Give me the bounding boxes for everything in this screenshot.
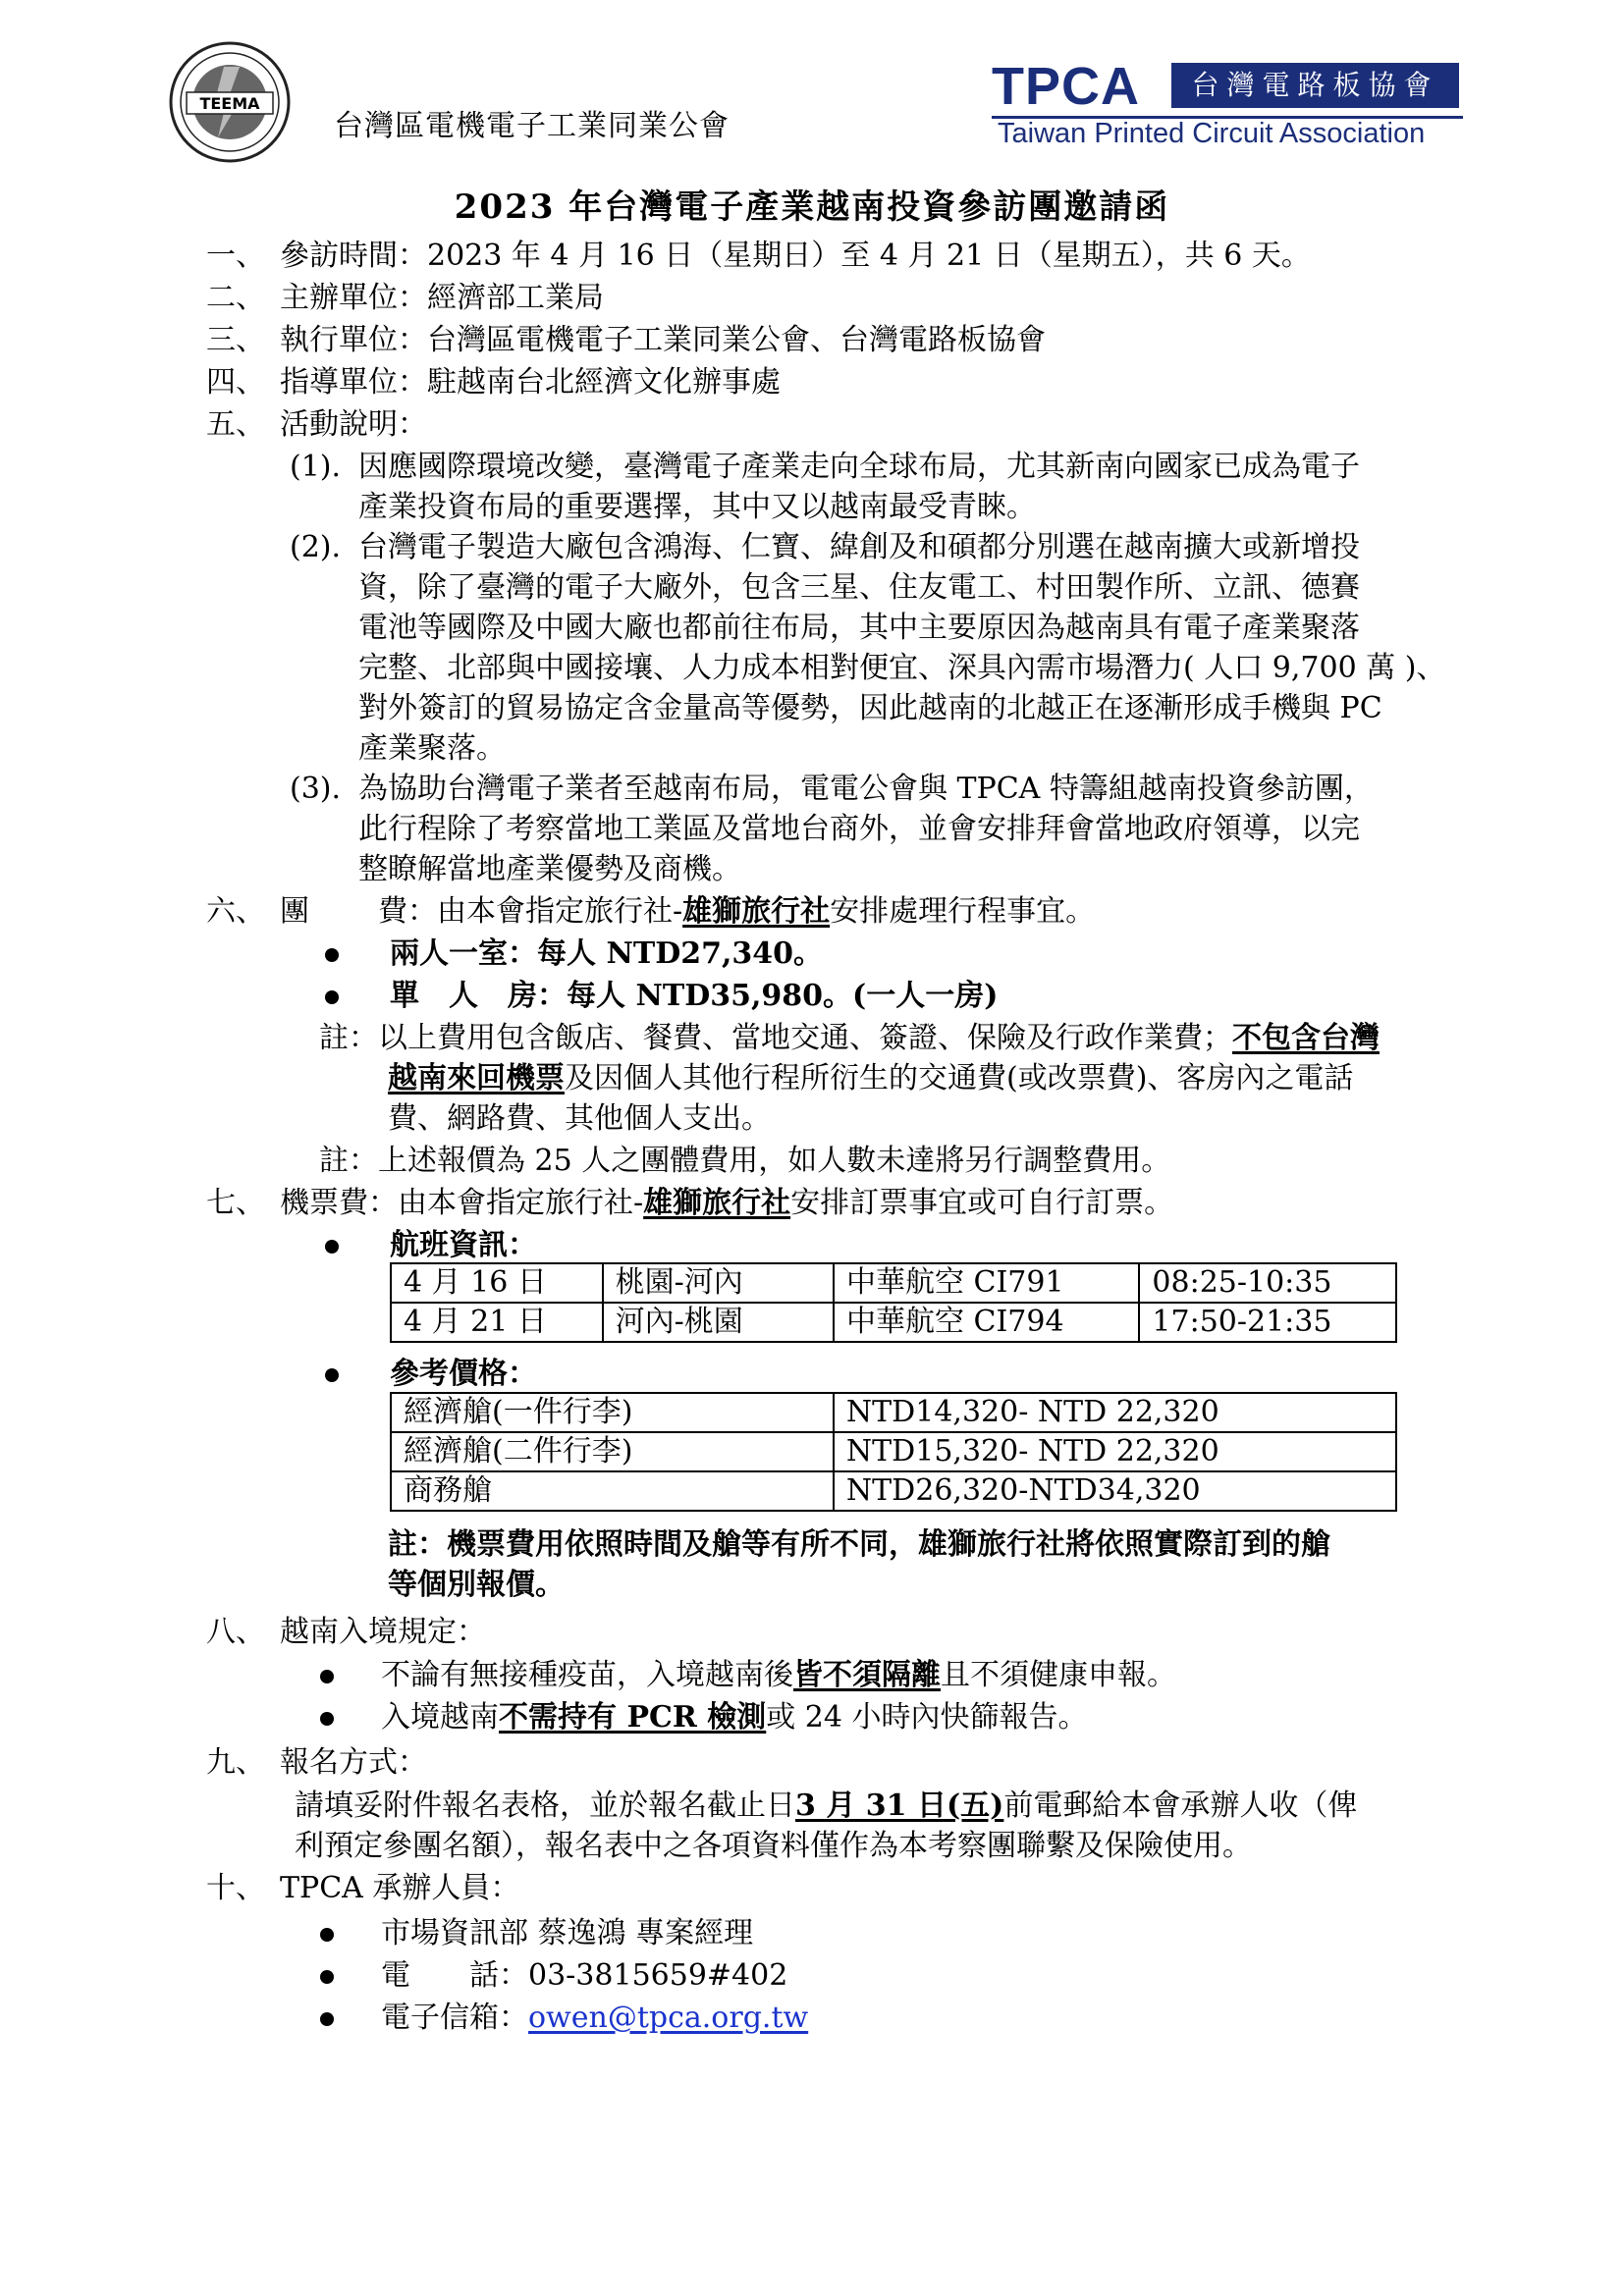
paragraph-line: 此行程除了考察當地工業區及當地台商外，並會安排拜會當地政府領導，以完 — [358, 812, 1360, 846]
paragraph-line: 對外簽訂的貿易協定含金量高等優勢，因此越南的北越正在逐漸形成手機與 PC — [358, 691, 1382, 725]
email-link[interactable]: owen@tpca.org.tw — [528, 2001, 809, 2035]
section-number: 四、 — [206, 365, 265, 400]
registration-line: 請填妥附件報名表格，並於報名截止日3 月 31 日(五)前電郵給本會承辦人收（俾 — [295, 1789, 1358, 1823]
table-cell: 中華航空 CI794 — [834, 1303, 1139, 1342]
fee-note-line: 註：以上費用包含飯店、餐費、當地交通、簽證、保險及行政作業費；不包含台灣 — [319, 1021, 1380, 1055]
teema-logo — [167, 39, 293, 165]
paragraph-line: 台灣電子製造大廠包含鴻海、仁寶、緯創及和碩都分別選在越南擴大或新增投 — [358, 530, 1360, 564]
paragraph-line: 完整、北部與中國接壤、人力成本相對便宜、深具內需市場潛力( 人口 9,700 萬 )、 — [358, 651, 1446, 685]
travel-agency: 雄獅旅行社 — [682, 894, 831, 929]
tpca-logo-word: TPCA — [992, 57, 1140, 116]
bullet-icon — [325, 948, 339, 962]
entry-rules-heading: 越南入境規定： — [280, 1615, 486, 1649]
reference-price-label: 參考價格： — [390, 1357, 537, 1391]
paragraph-line: 資，除了臺灣的電子大廠外，包含三星、住友電工、村田製作所、立訊、德賽 — [358, 570, 1360, 605]
tpca-logo-chinese: 台灣電路板協會 — [1171, 63, 1459, 108]
bullet-icon — [320, 1928, 334, 1942]
paragraph-line: 產業聚落。 — [358, 731, 506, 766]
section-number: 二、 — [206, 281, 265, 315]
table-cell: 4 月 21 日 — [391, 1303, 603, 1342]
contact-phone: 電 話：03-3815659#402 — [381, 1958, 788, 1993]
deadline: 3 月 31 日(五) — [795, 1789, 1004, 1823]
organizer: 主辦單位：經濟部工業局 — [280, 281, 604, 315]
item-number: (3). — [290, 772, 342, 806]
rule-highlight: 皆不須隔離 — [793, 1658, 941, 1692]
bullet-icon — [325, 1240, 339, 1254]
tpca-logo-english: Taiwan Printed Circuit Association — [998, 118, 1426, 149]
section-number: 五、 — [206, 407, 265, 442]
paragraph-line: 為協助台灣電子業者至越南布局，電電公會與 TPCA 特籌組越南投資參訪團， — [358, 772, 1374, 806]
table-cell: NTD26,320-NTD34,320 — [834, 1471, 1396, 1511]
fee-note-line: 越南來回機票及因個人其他行程所衍生的交通費(或改票費)、客房內之電話 — [388, 1061, 1354, 1095]
section-number: 九、 — [206, 1745, 265, 1780]
document-title: 2023 年台灣電子產業越南投資參訪團邀請函 — [454, 187, 1170, 227]
contact-email-line: 電子信箱：owen@tpca.org.tw — [381, 2001, 809, 2035]
table-cell: 17:50-21:35 — [1139, 1303, 1396, 1342]
bullet-icon — [325, 990, 339, 1004]
exclusion-highlight: 越南來回機票 — [388, 1061, 565, 1095]
section-number: 十、 — [206, 1871, 265, 1905]
bullet-icon — [320, 1970, 334, 1984]
table-row — [391, 1432, 1396, 1471]
paragraph-line: 電池等國際及中國大廠也都前往布局，其中主要原因為越南具有電子產業聚落 — [358, 611, 1360, 645]
teema-name: 台灣區電機電子工業同業公會 — [334, 109, 730, 143]
airfare-line: 機票費：由本會指定旅行社-雄獅旅行社安排訂票事宜或可自行訂票。 — [280, 1186, 1174, 1220]
item-number: (2). — [290, 530, 342, 564]
contact-heading: TPCA 承辦人員： — [280, 1871, 520, 1905]
activity-heading: 活動說明： — [280, 407, 427, 442]
table-cell: 桃園-河內 — [603, 1263, 834, 1303]
price-double-room: 兩人一室：每人 NTD27,340。 — [390, 936, 824, 971]
airfare-note-line: 等個別報價。 — [388, 1568, 565, 1602]
table-row — [391, 1471, 1396, 1511]
section-number: 六、 — [206, 894, 265, 929]
section-number: 一、 — [206, 239, 265, 273]
exclusion-highlight: 不包含台灣 — [1232, 1021, 1380, 1055]
entry-rule-2: 入境越南不需持有 PCR 檢測或 24 小時內快篩報告。 — [381, 1700, 1088, 1735]
svg-text:TEEMA: TEEMA — [199, 94, 260, 113]
registration-line: 利預定參團名額），報名表中之各項資料僅作為本考察團聯繫及保險使用。 — [295, 1829, 1252, 1863]
registration-heading: 報名方式： — [280, 1745, 427, 1780]
table-cell: 4 月 16 日 — [391, 1263, 603, 1303]
bullet-icon — [325, 1368, 339, 1382]
table-cell: NTD14,320- NTD 22,320 — [834, 1393, 1396, 1432]
travel-agency: 雄獅旅行社 — [643, 1186, 791, 1220]
bullet-icon — [320, 1670, 334, 1683]
table-row — [391, 1263, 1396, 1303]
price-single-room: 單 人 房：每人 NTD35,980。(一人一房) — [390, 979, 999, 1013]
fee-note-line: 費、網路費、其他個人支出。 — [388, 1101, 771, 1136]
section-number: 八、 — [206, 1615, 265, 1649]
fee-note-2: 註：上述報價為 25 人之團體費用，如人數未達將另行調整費用。 — [319, 1144, 1171, 1178]
table-cell: NTD15,320- NTD 22,320 — [834, 1432, 1396, 1471]
bullet-icon — [320, 1712, 334, 1726]
airfare-note-line: 註：機票費用依照時間及艙等有所不同，雄獅旅行社將依照實際訂到的艙 — [388, 1527, 1330, 1562]
group-fee-label: 團 — [280, 894, 309, 929]
supervisor: 指導單位：駐越南台北經濟文化辦事處 — [280, 365, 781, 400]
item-number: (1). — [290, 450, 342, 484]
table-cell: 商務艙 — [391, 1471, 834, 1511]
price-table — [390, 1392, 1397, 1512]
section-number: 七、 — [206, 1186, 265, 1220]
flight-table — [390, 1262, 1397, 1343]
bullet-icon — [320, 2012, 334, 2026]
table-cell: 河內-桃園 — [603, 1303, 834, 1342]
paragraph-line: 整瞭解當地產業優勢及商機。 — [358, 852, 741, 886]
table-row — [391, 1393, 1396, 1432]
table-cell: 中華航空 CI791 — [834, 1263, 1139, 1303]
paragraph-line: 產業投資布局的重要選擇，其中又以越南最受青睞。 — [358, 490, 1036, 524]
flight-info-label: 航班資訊： — [390, 1228, 537, 1262]
table-cell: 經濟艙(二件行李) — [391, 1432, 834, 1471]
table-cell: 08:25-10:35 — [1139, 1263, 1396, 1303]
executor: 執行單位：台灣區電機電子工業同業公會、台灣電路板協會 — [280, 323, 1046, 357]
section-number: 三、 — [206, 323, 265, 357]
rule-highlight: 不需持有 PCR 檢測 — [499, 1700, 767, 1735]
table-row — [391, 1303, 1396, 1342]
table-cell: 經濟艙(一件行李) — [391, 1393, 834, 1432]
paragraph-line: 因應國際環境改變，臺灣電子產業走向全球布局，尤其新南向國家已成為電子 — [358, 450, 1360, 484]
visit-period: 參訪時間：2023 年 4 月 16 日（星期日）至 4 月 21 日（星期五），共 6 天。 — [280, 239, 1311, 273]
group-fee-line: 費：由本會指定旅行社-雄獅旅行社安排處理行程事宜。 — [378, 894, 1096, 929]
tpca-logo — [992, 57, 1463, 147]
entry-rule-1: 不論有無接種疫苗，入境越南後皆不須隔離且不須健康申報。 — [381, 1658, 1176, 1692]
contact-person: 市場資訊部 蔡逸鴻 專案經理 — [381, 1916, 754, 1950]
